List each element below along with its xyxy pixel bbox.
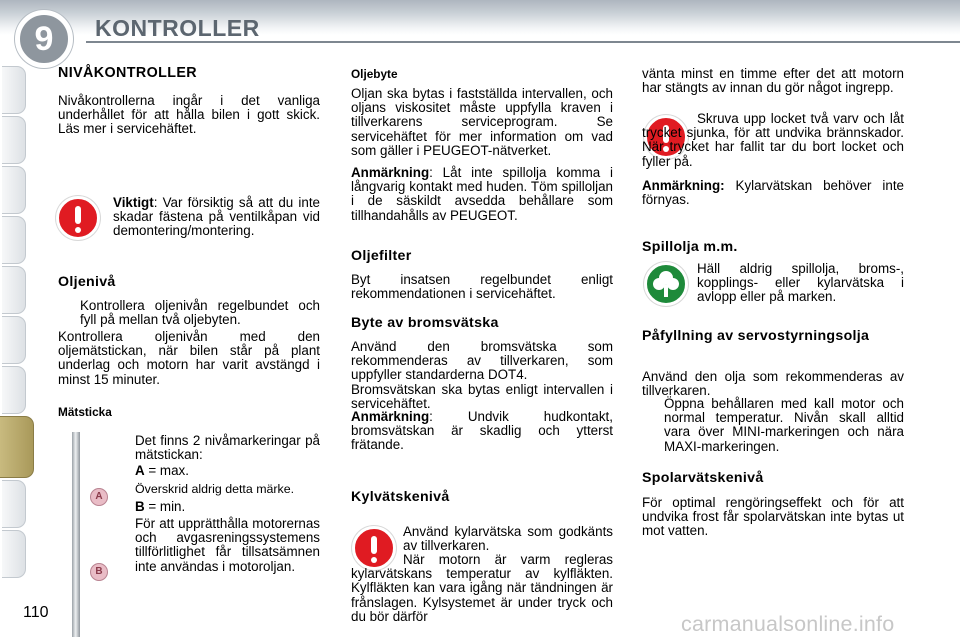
- coolant-continued-text: vänta minst en timme efter det att motorn har stängts av innan du gör något ingrepp.: [642, 66, 904, 96]
- section-heading-coolant: Kylvätskenivå: [351, 489, 450, 505]
- dipstick-intro: Det finns 2 nivåmarkeringar på mätstickan:: [135, 433, 320, 463]
- coolant-text-1: Använd kylarvätska som godkänts av tillverkaren.: [403, 524, 613, 554]
- washer-fluid-text: För optimal rengöringseffekt och för att undvika frost får spolarvätskan inte bytas ut mot vatten.: [642, 495, 904, 539]
- title-underline: [86, 41, 960, 43]
- section-heading-brake-fluid: Byte av bromsvätska: [351, 315, 499, 331]
- oil-level-bullet-text: Kontrollera oljenivån regelbundet och fyll på mellan två oljebyten.: [80, 298, 320, 328]
- oil-change-note: [351, 166, 613, 223]
- mark-a-label: A: [135, 463, 145, 478]
- chapter-tab[interactable]: [2, 166, 26, 214]
- section-heading-level-checks: NIVÅKONTROLLER: [58, 65, 198, 81]
- dipstick-illustration: [72, 432, 80, 637]
- section-heading-power-steering: Påfyllning av servostyrningsolja: [642, 328, 870, 344]
- watermark: carmanualsonline.info: [681, 612, 895, 636]
- oil-change-note-text: : Låt inte spillolja komma i långvarig kontakt med huden. Töm spilloljan i de säskildt avsedda behållare som tillhandahålls av PEUGEOT.: [351, 165, 613, 223]
- chapter-tab[interactable]: [2, 480, 26, 528]
- chapter-tab[interactable]: [2, 316, 26, 364]
- chapter-tab[interactable]: [2, 116, 26, 164]
- mark-a-text: = max.: [144, 463, 189, 478]
- dipstick-marker-a: A: [90, 488, 108, 506]
- note-label: Anmärkning: [351, 409, 430, 424]
- power-steering-bullet-text: Öppna behållaren med kall motor och normal temperatur. Nivån skall alltid vara över MINI-markeringen och nära MAXI-markeringen.: [664, 396, 904, 454]
- chapter-tab[interactable]: [2, 530, 26, 578]
- power-steering-text: Använd den olja som rekommenderas av tillverkaren.: [642, 369, 904, 399]
- section-heading-oil-level: Oljenivå: [58, 274, 116, 290]
- note-label: Anmärkning: [351, 165, 430, 180]
- note-label: Anmärkning:: [642, 178, 725, 193]
- oil-filter-text: Byt insatsen regelbundet enligt rekommendationen i servicehäftet.: [351, 272, 613, 302]
- chapter-tab-active[interactable]: [0, 416, 34, 478]
- coolant-note: [642, 179, 904, 207]
- section-heading-washer-fluid: Spolarvätskenivå: [642, 470, 764, 486]
- brake-fluid-text-2: Bromsvätskan ska bytas enligt intervallen i servicehäftet.: [351, 382, 613, 412]
- column-left: [58, 62, 320, 574]
- environment-tree-icon: [644, 262, 688, 306]
- chapter-tab[interactable]: [2, 66, 26, 114]
- chapter-tab[interactable]: [2, 366, 26, 414]
- coolant-note-text: Kylarvätskan behöver inte förnyas.: [642, 178, 904, 208]
- column-right: [642, 62, 904, 539]
- page-number: 110: [23, 604, 49, 621]
- subheading-dipstick: Mätsticka: [58, 405, 112, 419]
- dipstick-marker-b: B: [90, 563, 108, 581]
- warning-icon: [56, 196, 100, 240]
- caution-label: Viktigt: [113, 195, 154, 210]
- chapter-tab-strip: [0, 58, 28, 640]
- oil-level-bullet: [58, 299, 320, 327]
- chapter-tab[interactable]: [2, 266, 26, 314]
- oil-level-text: Kontrollera oljenivån med den oljemätstickan, när bilen står på plant underlag och motorn har varit avstängd i minst 15 minuter.: [58, 329, 320, 387]
- section-heading-waste-oil: Spillolja m.m.: [642, 239, 738, 255]
- caution-text: : Var försiktig så att du inte skadar fästena på ventilkåpan vid demontering/montering.: [113, 195, 320, 239]
- mark-b-line: [135, 500, 320, 514]
- section-heading-oil-filter: Oljefilter: [351, 248, 412, 264]
- power-steering-bullet: [642, 397, 904, 454]
- mark-a-line: [135, 464, 320, 478]
- caution-note: [113, 196, 320, 239]
- intro-text: Nivåkontrollerna ingår i det vanliga underhållet för att hålla bilen i gott skick. Läs mer i servicehäftet.: [58, 93, 320, 137]
- chapter-number-badge: 9: [15, 10, 73, 68]
- mark-a-note: Överskrid aldrig detta märke.: [135, 482, 295, 496]
- subheading-oil-change: Oljebyte: [351, 67, 398, 81]
- brake-fluid-note-text: : Undvik hudkontakt, bromsvätskan är skadlig och ytterst frätande.: [351, 409, 613, 453]
- coolant-text-2: När motorn är varm regleras kylarvätskans temperatur av kylfläkten. Kylfläkten kan vara igång när tändningen är frånslagen. Kylsystemet är under tryck och du bör därför: [351, 552, 613, 624]
- coolant-cap-text: Skruva upp locket två varv och låt trycket sjunka, för att undvika brännskador. När trycket har fallit tar du bort locket och fyller på.: [642, 111, 904, 169]
- chapter-tab[interactable]: [2, 216, 26, 264]
- brake-fluid-note: [351, 410, 613, 453]
- oil-change-text: Oljan ska bytas i fastställda intervallen, och oljans viskositet måste uppfylla kraven i tillverkarens serviceprogram. Se servicehäftet för mer information om vad som gäller i PEUGEOT-nätverket.: [351, 86, 613, 158]
- dipstick-text: För att upprätthålla motorernas och avgasreningssystemens tillförlitlighet får tillsatsämnen inte användas i motoroljan.: [135, 516, 320, 574]
- brake-fluid-text-1: Använd den bromsvätska som rekommenderas av tillverkaren, som uppfyller standarderna DOT4.: [351, 339, 613, 383]
- mark-b-text: = min.: [144, 499, 186, 514]
- page-title: KONTROLLER: [95, 15, 260, 41]
- waste-oil-text: Häll aldrig spillolja, broms-, kopplings- eller kylarvätska i avlopp eller på marken.: [697, 261, 904, 305]
- mark-b-label: B: [135, 499, 145, 514]
